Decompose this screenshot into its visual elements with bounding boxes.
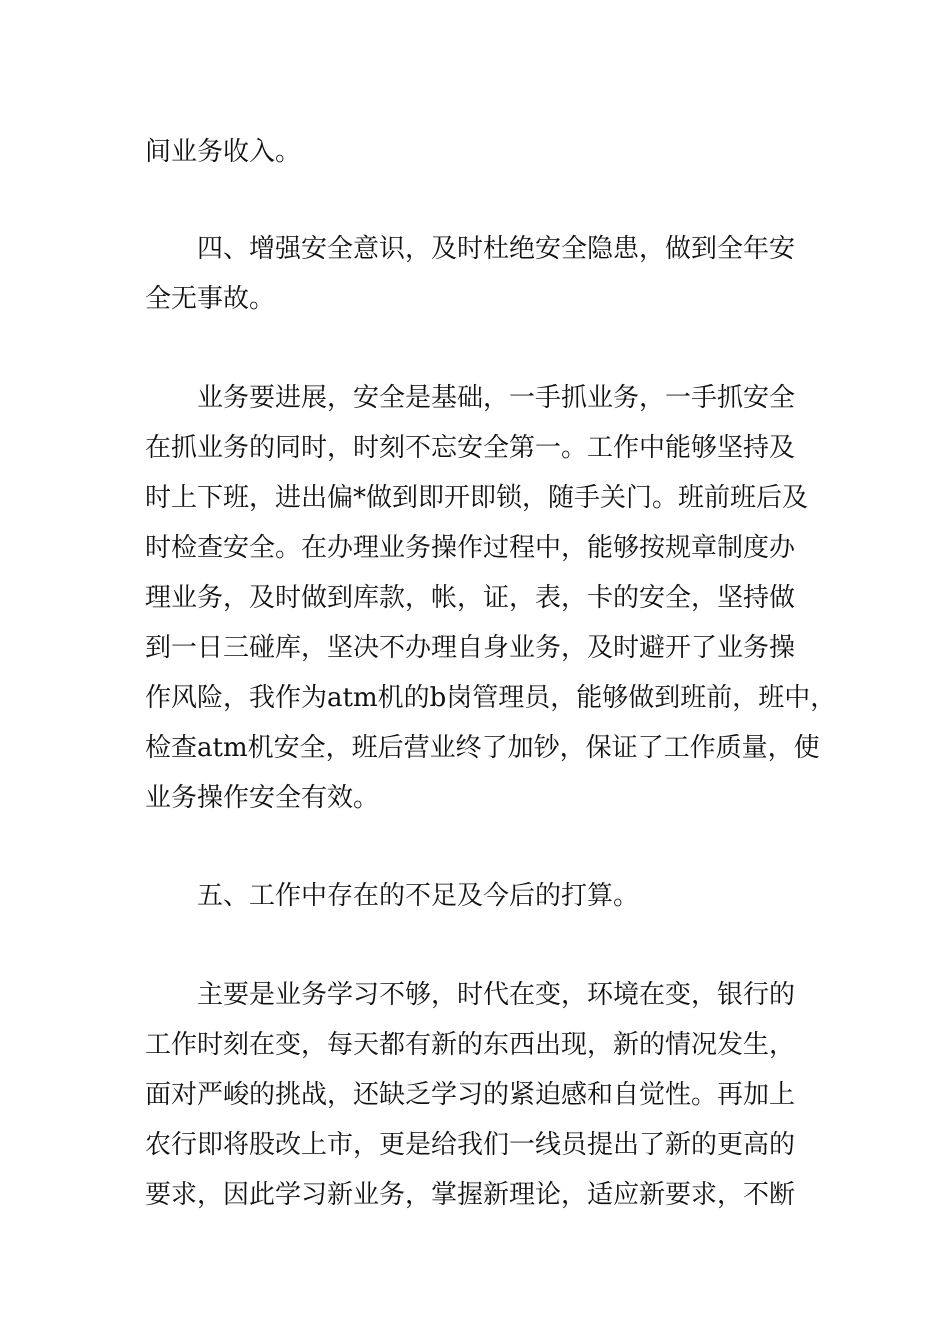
text-line: 业务要进展，安全是基础，一手抓业务，一手抓安全 (197, 383, 796, 413)
text-line: 时检查安全。在办理业务操作过程中，能够按规章制度办 (145, 533, 796, 563)
text-line: 主要是业务学习不够，时代在变，环境在变，银行的 (197, 980, 796, 1010)
section-heading: 四、增强安全意识，及时杜绝安全隐患，做到全年安 (197, 234, 796, 264)
text-line: 间业务收入。 (145, 137, 302, 167)
text-line: 作风险，我作为atm机的b岗管理员，能够做到班前，班中， (145, 683, 837, 713)
text-line: 工作时刻在变，每天都有新的东西出现，新的情况发生， (145, 1030, 796, 1060)
text-line: 农行即将股改上市，更是给我们一线员提出了新的更高的 (145, 1130, 796, 1160)
text-line: 理业务，及时做到库款，帐，证，表，卡的安全，坚持做 (145, 583, 796, 613)
text-line: 到一日三碰库，坚决不办理自身业务，及时避开了业务操 (145, 633, 796, 663)
text-line: 业务操作安全有效。 (145, 783, 380, 813)
text-line: 在抓业务的同时，时刻不忘安全第一。工作中能够坚持及 (145, 433, 796, 463)
text-line: 时上下班，进出偏*做到即开即锁，随手关门。班前班后及 (145, 483, 809, 513)
text-line: 检查atm机安全，班后营业终了加钞，保证了工作质量，使 (145, 733, 820, 763)
text-line: 面对严峻的挑战，还缺乏学习的紧迫感和自觉性。再加上 (145, 1080, 796, 1110)
section-heading: 五、工作中存在的不足及今后的打算。 (197, 881, 640, 911)
text-line: 要求，因此学习新业务，掌握新理论，适应新要求，不断 (145, 1180, 796, 1210)
section-heading: 全无事故。 (145, 284, 276, 314)
